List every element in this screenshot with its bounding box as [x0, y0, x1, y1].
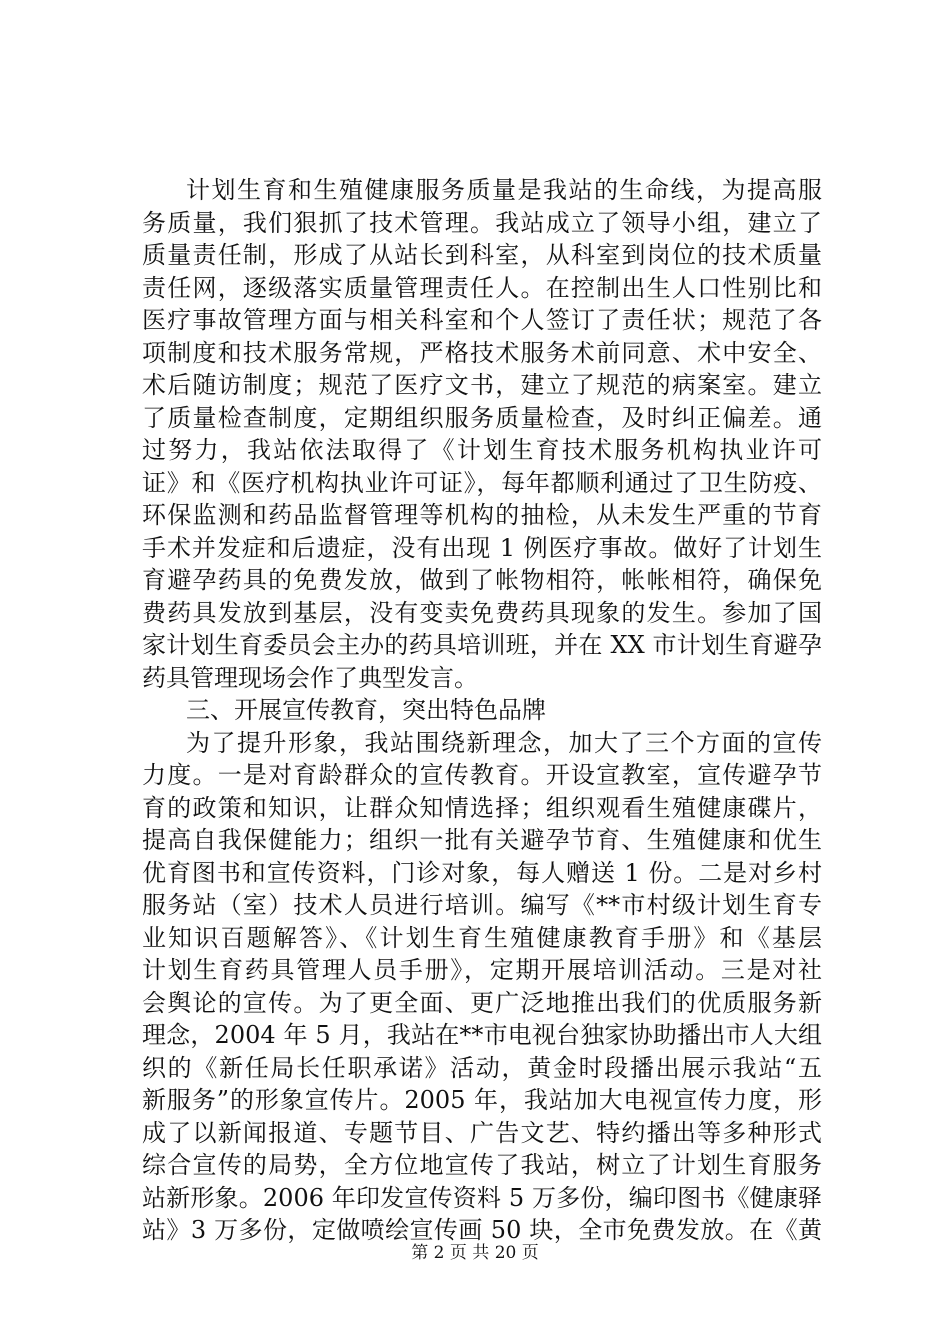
paragraph-line: 优育图书和宣传资料，门诊对象，每人赠送 1 份。二是对乡村 — [142, 858, 822, 887]
paragraph-line: 过努力，我站依法取得了《计划生育技术服务机构执业许可 — [142, 436, 822, 464]
paragraph-line: 新服务”的形象宣传片。2005 年，我站加大电视宣传力度，形 — [142, 1086, 822, 1114]
paragraph-line: 力度。一是对育龄群众的宣传教育。开设宣教室，宣传避孕节 — [142, 761, 822, 789]
paragraph-line: 了质量检查制度，定期组织服务质量检查，及时纠正偏差。通 — [142, 403, 822, 432]
page-number-footer: 第 2 页 共 20 页 — [411, 1243, 539, 1263]
paragraph-line: 费药具发放到基层，没有变卖免费药具现象的发生。参加了国 — [142, 598, 822, 627]
paragraph-line: 证》和《医疗机构执业许可证》，每年都顺利通过了卫生防疫、 — [142, 468, 822, 497]
paragraph-line: 项制度和技术服务常规，严格技术服务术前同意、术中安全、 — [142, 338, 822, 367]
paragraph-line: 站新形象。2006 年印发宣传资料 5 万多份，编印图书《健康驿 — [142, 1183, 822, 1212]
paragraph-line: 药具管理现场会作了典型发言。 — [142, 663, 478, 692]
paragraph-line: 提高自我保健能力；组织一批有关避孕节育、生殖健康和优生 — [142, 826, 822, 854]
paragraph-line: 家计划生育委员会主办的药具培训班，并在 XX 市计划生育避孕 — [142, 631, 822, 659]
paragraph-line: 计划生育药具管理人员手册》，定期开展培训活动。三是对社 — [142, 956, 822, 984]
paragraph-line: 责任网，逐级落实质量管理责任人。在控制出生人口性别比和 — [142, 273, 822, 302]
paragraph-line: 环保监测和药品监督管理等机构的抽检，从未发生严重的节育 — [142, 501, 822, 529]
paragraph-line: 务质量，我们狠抓了技术管理。我站成立了领导小组，建立了 — [142, 208, 822, 237]
paragraph-line: 术后随访制度；规范了医疗文书，建立了规范的病案室。建立 — [142, 371, 822, 399]
paragraph-line: 为了提升形象，我站围绕新理念，加大了三个方面的宣传 — [186, 728, 822, 757]
body-text — [142, 174, 822, 1247]
paragraph-line: 成了以新闻报道、专题节目、广告文艺、特约播出等多种形式 — [142, 1118, 822, 1147]
paragraph-line: 育的政策和知识，让群众知情选择；组织观看生殖健康碟片， — [142, 793, 822, 822]
paragraph-line: 会舆论的宣传。为了更全面、更广泛地推出我们的优质服务新 — [142, 988, 822, 1017]
paragraph-line: 服务站（室）技术人员进行培训。编写《**市村级计划生育专 — [142, 891, 822, 919]
paragraph-line: 育避孕药具的免费发放，做到了帐物相符，帐帐相符，确保免 — [142, 566, 822, 594]
paragraph-line: 手术并发症和后遗症，没有出现 1 例医疗事故。做好了计划生 — [142, 533, 822, 562]
paragraph-line: 计划生育和生殖健康服务质量是我站的生命线，为提高服 — [186, 176, 822, 204]
paragraph-line: 医疗事故管理方面与相关科室和个人签订了责任状；规范了各 — [142, 306, 822, 334]
paragraph-line: 综合宣传的局势，全方位地宣传了我站，树立了计划生育服务 — [142, 1151, 822, 1179]
paragraph-line: 业知识百题解答》、《计划生育生殖健康教育手册》和《基层 — [142, 923, 822, 952]
paragraph-line: 站》3 万多份，定做喷绘宣传画 50 块，全市免费发放。在《黄 — [142, 1216, 822, 1244]
paragraph-line: 理念，2004 年 5 月，我站在**市电视台独家协助播出市人大组 — [142, 1021, 822, 1049]
section-heading: 三、开展宣传教育，突出特色品牌 — [186, 696, 546, 724]
paragraph-line: 质量责任制，形成了从站长到科室，从科室到岗位的技术质量 — [142, 241, 822, 269]
paragraph-line: 织的《新任局长任职承诺》活动，黄金时段播出展示我站“五 — [142, 1053, 822, 1082]
